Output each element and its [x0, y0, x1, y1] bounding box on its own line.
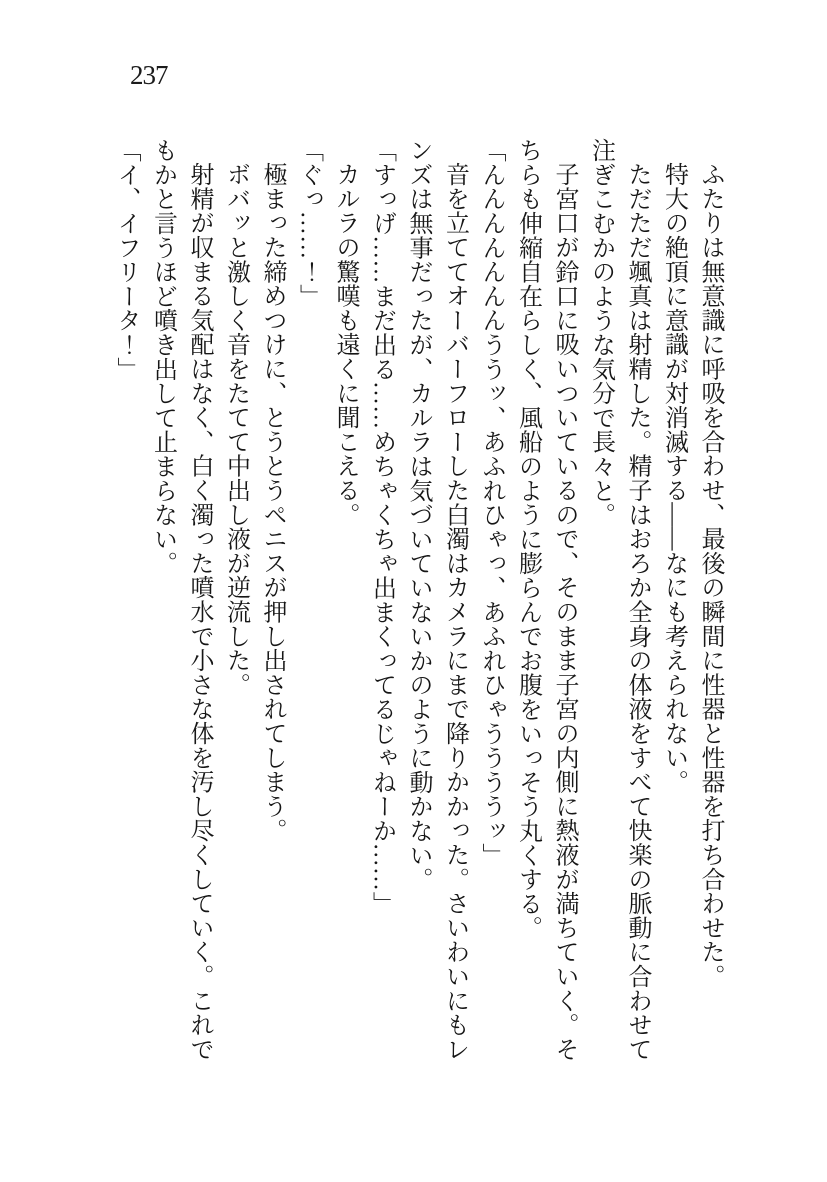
paragraph: 「んんんんんんんううッ、あふれひゃっ、あふれひゃううううッ」: [478, 138, 504, 867]
paragraph: 「ぐっ……！」: [295, 138, 322, 309]
page-number: 237: [130, 60, 168, 90]
paragraph: 極まった締めつけに、とうとうペニスが押し出されてしまう。: [259, 162, 285, 843]
paragraph: 特大の絶頂に意識が対消滅する――なにも考えられない。: [660, 162, 687, 794]
paragraph: 音を立ててオーバーフローした白濁はカメラにまで降りかかった。さいわいにもレンズは無事だったが、カルラは気づいていないかのように動かない。: [405, 138, 468, 1062]
paragraph: 「イ、イフリータ！」: [113, 138, 139, 381]
body-text: [108, 138, 729, 1062]
paragraph: カルラの驚嘆も遠くに聞こえる。: [332, 162, 358, 527]
paragraph: ただただ颯真は射精した。精子はおろか全身の体液をすべて快楽の脈動に合わせて注ぎこむかのような気分で長々と。: [587, 138, 650, 1062]
paragraph: 射精が収まる気配はなく、白く濁った噴水で小さな体を汚し尽くしていく。これでもかと言うほど噴き出して止まらない。: [149, 138, 212, 1062]
paragraph: ボバッと激しく音をたてて中出し液が逆流した。: [222, 162, 249, 697]
paragraph: 子宮口が鈴口に吸いついているので、そのまま子宮の内側に熱液が満ちていく。そちらも伸縮自在らしく、風船のように膨らんでお腹をいっそう丸くする。: [514, 138, 577, 1062]
paragraph: ふたりは無意識に呼吸を合わせ、最後の瞬間に性器と性器を打ち合わせた。: [697, 162, 723, 989]
paragraph: 「すっげ……まだ出る……めちゃくちゃ出まくってるじゃねーか……」: [368, 138, 395, 916]
